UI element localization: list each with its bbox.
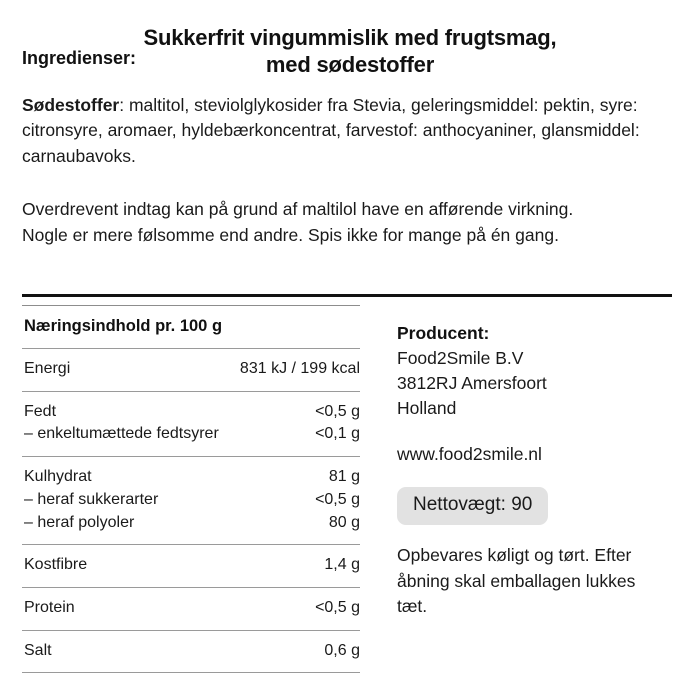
nutrient-value: 831 kJ / 199 kcal bbox=[239, 360, 360, 377]
producer-heading: Producent: bbox=[397, 323, 490, 343]
nutrient-value: <0,5 g bbox=[315, 599, 360, 617]
nutrient-name: – heraf sukkerarter bbox=[24, 490, 159, 508]
nutrition-table-heading: Næringsindhold pr. 100 g bbox=[24, 317, 223, 335]
nutrition-group bbox=[22, 545, 360, 587]
details-columns bbox=[0, 305, 700, 673]
nutrient-value: 80 g bbox=[328, 513, 360, 531]
nutrition-group bbox=[22, 631, 360, 673]
producer-panel bbox=[397, 305, 677, 620]
nutrient-value: <0,5 g bbox=[315, 402, 360, 420]
nutrient-value: <0,1 g bbox=[315, 425, 360, 443]
producer-country: Holland bbox=[397, 397, 457, 418]
ingredients-lead: Sødestoffer bbox=[22, 94, 120, 115]
table-row bbox=[22, 554, 360, 577]
nutrient-name: Kostfibre bbox=[24, 556, 88, 574]
nutrient-name: Salt bbox=[24, 641, 52, 659]
ingredients-body: : maltitol, steviolglykosider fra Stevia, geleringsmiddel: pektin, syre: citronsyre, aromaer, hyldebærkoncentrat, farvestof: anthocyaniner, glansmiddel: carnaubavoks. bbox=[22, 94, 640, 166]
table-row bbox=[22, 640, 360, 663]
table-row bbox=[22, 358, 360, 381]
nutrition-table bbox=[22, 305, 360, 673]
nutrient-name: – enkeltumættede fedtsyrer bbox=[24, 425, 219, 443]
page-title bbox=[70, 24, 630, 79]
producer-address: 3812RJ Amersfoort bbox=[397, 372, 547, 393]
nutrition-group bbox=[22, 349, 360, 391]
nutrient-name: – heraf polyoler bbox=[24, 513, 135, 531]
copy-area bbox=[0, 93, 700, 249]
storage-instructions: Opbevares køligt og tørt. Efter åbning skal emballagen lukkes tæt. bbox=[397, 544, 636, 617]
net-weight-badge: Nettovægt: 90 bbox=[397, 487, 548, 525]
table-row bbox=[22, 512, 360, 535]
nutrient-name: Energi bbox=[24, 360, 71, 377]
nutrient-name: Fedt bbox=[24, 402, 57, 420]
nutrient-value: <0,5 g bbox=[315, 490, 360, 508]
section-divider bbox=[22, 294, 672, 297]
nutrient-value: 81 g bbox=[328, 468, 360, 486]
nutrient-value: 1,4 g bbox=[324, 556, 360, 574]
nutrition-group bbox=[22, 457, 360, 544]
table-row bbox=[22, 401, 360, 424]
consumption-warning-paragraph: Overdrevent indtag kan på grund af maltilol have en afførende virkning. Nogle er mere følsomme end andre. Spis ikke for mange på én gang. bbox=[22, 199, 574, 245]
table-row bbox=[22, 466, 360, 489]
nutrition-group bbox=[22, 588, 360, 630]
nutrient-value: 0,6 g bbox=[324, 641, 360, 659]
table-row bbox=[22, 489, 360, 512]
ingredients-heading: Ingredienser: bbox=[22, 48, 137, 68]
table-row bbox=[22, 423, 360, 446]
producer-name: Food2Smile B.V bbox=[397, 347, 524, 368]
table-bottom-rule bbox=[22, 672, 360, 673]
nutrient-name: Protein bbox=[24, 599, 75, 617]
producer-website[interactable]: www.food2smile.nl bbox=[397, 444, 542, 465]
product-title-line-1: Sukkerfrit vingummislik med frugtsmag, bbox=[143, 25, 557, 50]
table-row bbox=[22, 597, 360, 620]
header-block bbox=[0, 0, 700, 79]
nutrient-name: Kulhydrat bbox=[24, 468, 92, 486]
nutrition-table-body bbox=[22, 348, 360, 673]
nutrition-group bbox=[22, 392, 360, 456]
ingredients-paragraph bbox=[22, 93, 670, 170]
product-title-line-2: med sødestoffer bbox=[265, 52, 435, 78]
